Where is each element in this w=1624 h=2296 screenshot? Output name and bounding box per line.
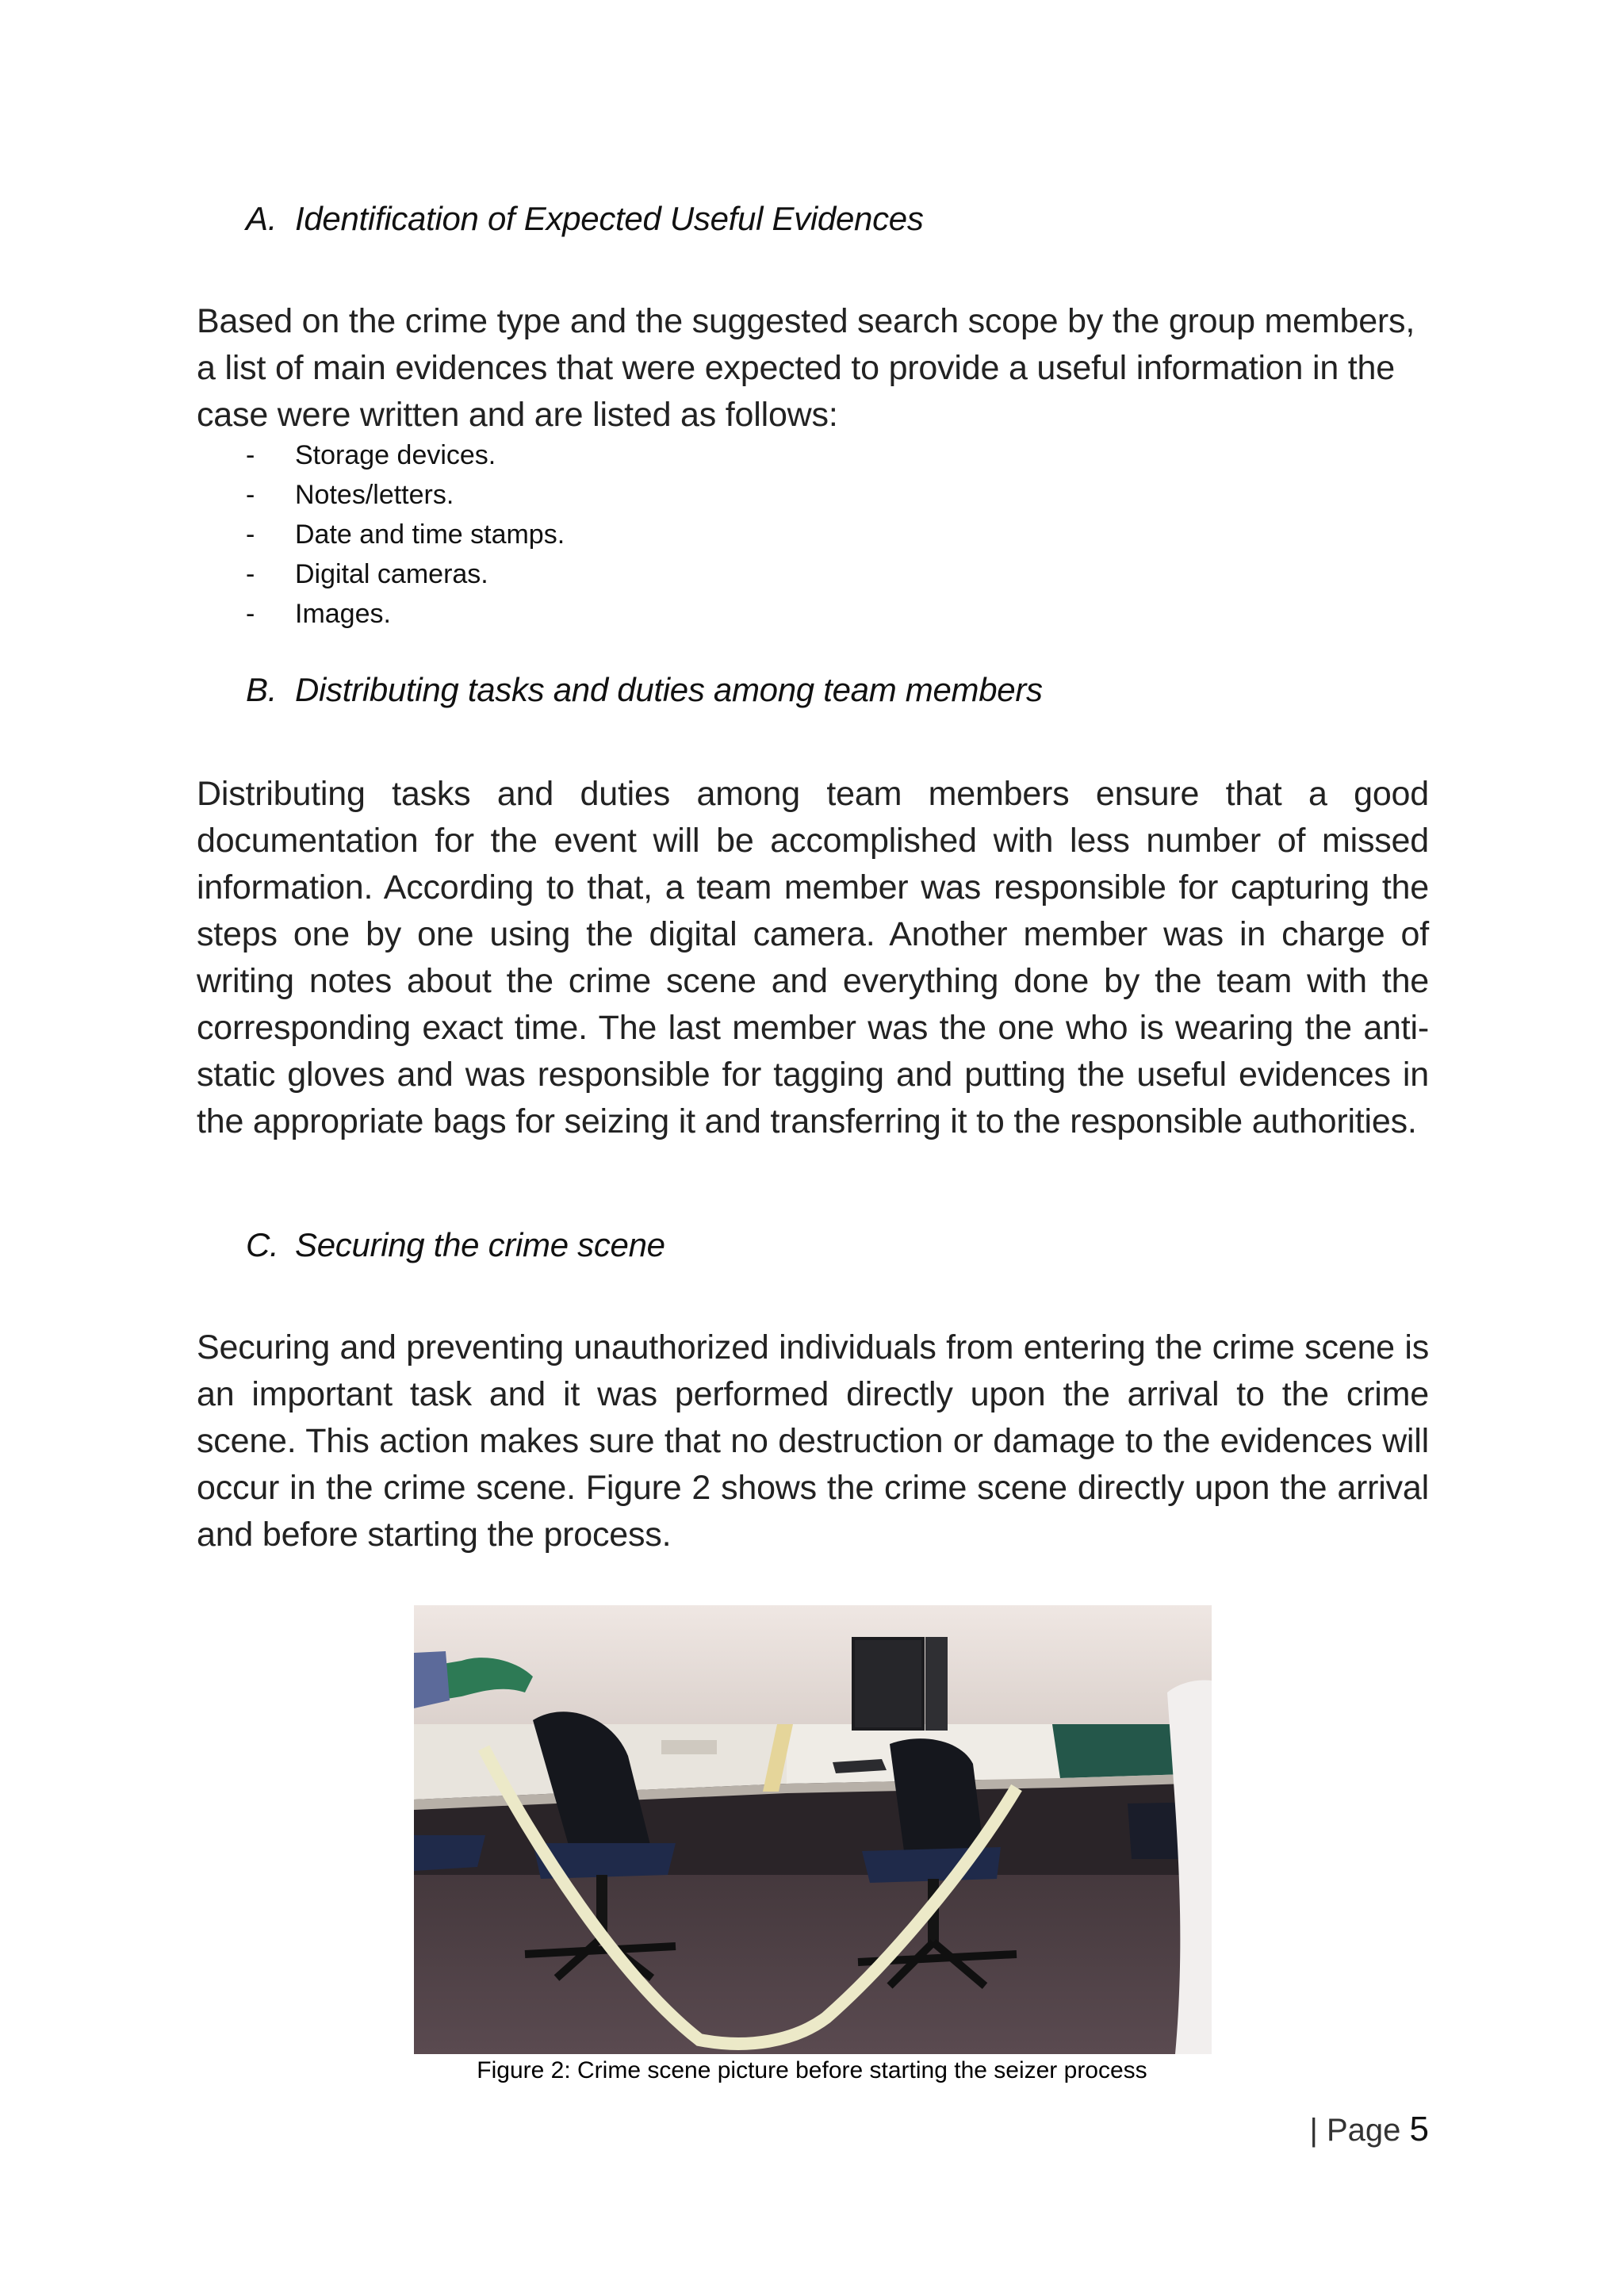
list-item: - Date and time stamps.	[246, 519, 565, 550]
section-b-letter: B.	[246, 671, 278, 708]
page-footer	[1309, 2110, 1429, 2149]
section-b-title: Distributing tasks and duties among team members	[295, 671, 1043, 708]
crime-scene-photo	[414, 1605, 1212, 2054]
page-number: 5	[1409, 2110, 1429, 2148]
section-c-paragraph: Securing and preventing unauthorized individuals from entering the crime scene is an important task and it was performed directly upon the arrival to the crime scene. This action makes sure that no destruction or damage to the evidences will occur in the crime scene. Figure 2 shows the crime scene directly upon the arrival and before starting the process.	[197, 1328, 1429, 1554]
page-label: | Page	[1309, 2113, 1401, 2148]
evidence-list	[246, 435, 565, 634]
section-b-paragraph: Distributing tasks and duties among team members ensure that a good documentation for the event will be accomplished with less number of missed information. According to that, a team member was responsible for capturing the steps one by one using the digital camera. Another member was in charge of writing notes about the crime scene and everything done by the team with the corresponding exact time. The last member was the one who is wearing the anti-static gloves and was responsible for tagging and putting the useful evidences in the appropriate bags for seizing it and transferring it to the responsible authorities.	[197, 775, 1429, 1140]
list-item: - Digital cameras.	[246, 559, 488, 589]
crime-scene-illustration	[414, 1605, 1212, 2054]
section-c-letter: C.	[246, 1226, 279, 1263]
list-item: - Notes/letters.	[246, 480, 454, 510]
section-b-heading	[246, 671, 1043, 709]
section-c-heading	[246, 1226, 665, 1264]
device-box	[661, 1740, 717, 1754]
list-item: - Images.	[246, 599, 391, 629]
figure-caption: Figure 2: Crime scene picture before starting the seizer process	[477, 2057, 1147, 2083]
section-a-paragraph: Based on the crime type and the suggested search scope by the group members, a list of main evidences that were expected to provide a useful information in the case were written and are listed as follows:	[197, 302, 1415, 434]
section-a-heading	[246, 200, 924, 238]
section-a-letter: A.	[246, 200, 278, 237]
list-item: - Storage devices.	[246, 440, 496, 470]
section-c-title: Securing the crime scene	[295, 1226, 665, 1263]
section-a-title: Identification of Expected Useful Evidences	[295, 200, 924, 237]
